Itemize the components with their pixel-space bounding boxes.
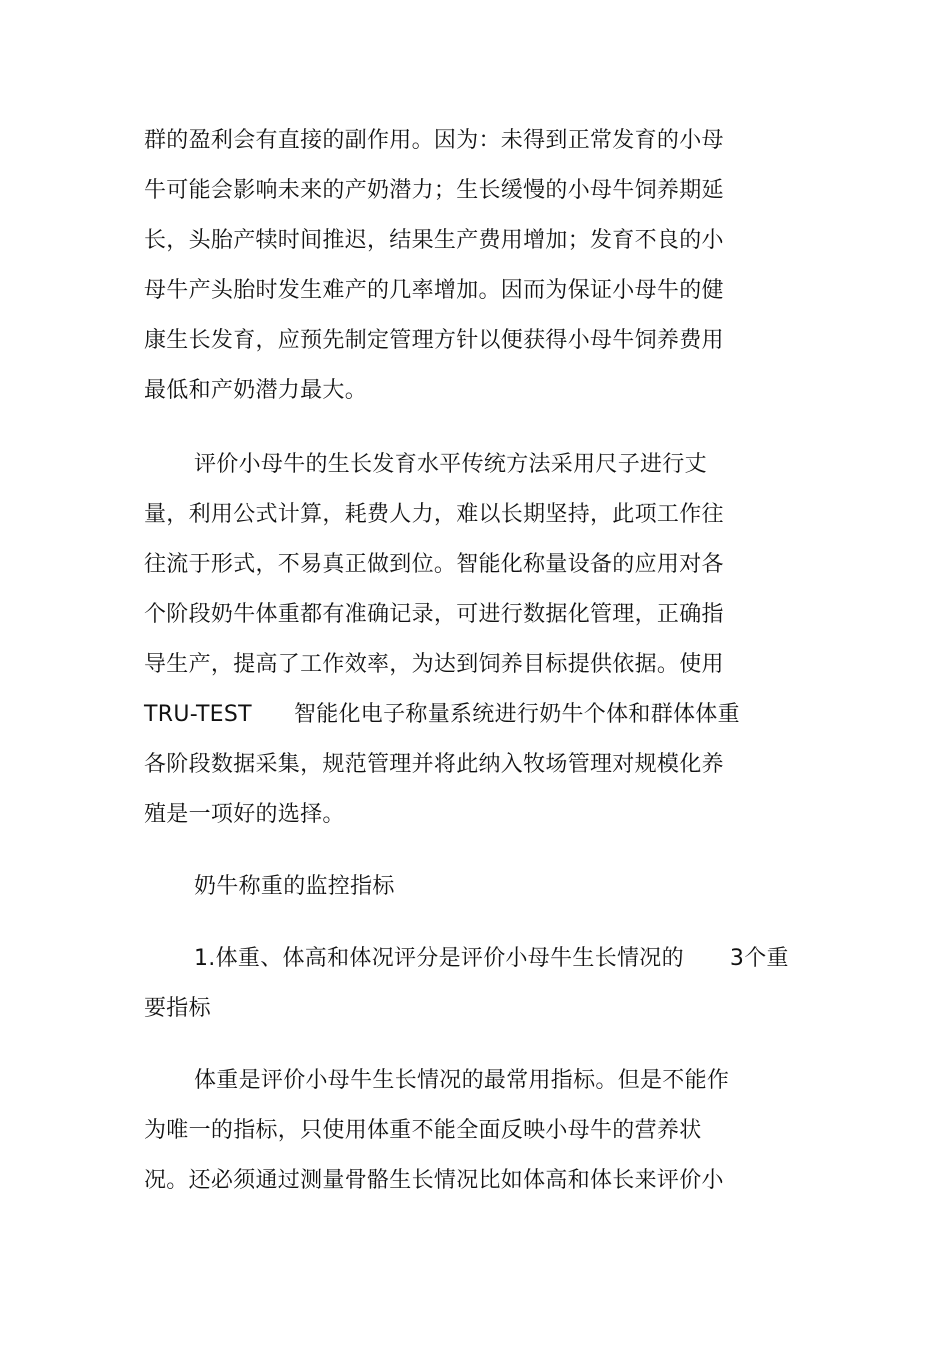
item1-line-2: 要指标 — [144, 996, 211, 1021]
item1-text: 1.体重、体高和体况评分是评价小母牛生长情况的 — [194, 946, 684, 971]
paragraph2-line-2: 量，利用公式计算，耗费人力，难以长期坚持，此项工作往 — [144, 502, 724, 527]
item1-line-1 — [194, 944, 789, 974]
paragraph3-line-2: 为唯一的指标，只使用体重不能全面反映小母牛的营养状 — [144, 1118, 702, 1143]
paragraph1-line-6: 最低和产奶潜力最大。 — [144, 378, 368, 403]
brand-line-text: 智能化电子称量系统进行奶牛个体和群体体重 — [293, 702, 740, 727]
paragraph1-line-5: 康生长发育，应预先制定管理方针以便获得小母牛饲养费用 — [144, 328, 724, 353]
paragraph3-line-1: 体重是评价小母牛生长情况的最常用指标。但是不能作 — [194, 1068, 730, 1093]
brand-name: TRU-TEST — [144, 702, 252, 727]
paragraph2-line-8: 殖是一项好的选择。 — [144, 802, 345, 827]
item1-count: 3个重 — [729, 946, 789, 971]
paragraph3-line-3: 况。还必须通过测量骨骼生长情况比如体高和体长来评价小 — [144, 1168, 724, 1193]
paragraph2-line-1: 评价小母牛的生长发育水平传统方法采用尺子进行丈 — [194, 452, 707, 477]
paragraph2-line-7: 各阶段数据采集，规范管理并将此纳入牧场管理对规模化养 — [144, 752, 724, 777]
paragraph2-line-3: 往流于形式，不易真正做到位。智能化称量设备的应用对各 — [144, 552, 724, 577]
paragraph2-line-6 — [144, 700, 740, 730]
paragraph1-line-3: 长，头胎产犊时间推迟，结果生产费用增加；发育不良的小 — [144, 228, 724, 253]
section-heading: 奶牛称重的监控指标 — [194, 874, 395, 899]
paragraph1-line-1: 群的盈利会有直接的副作用。因为：未得到正常发育的小母 — [144, 128, 724, 153]
paragraph1-line-2: 牛可能会影响未来的产奶潜力；生长缓慢的小母牛饲养期延 — [144, 178, 724, 203]
paragraph2-line-5: 导生产，提高了工作效率，为达到饲养目标提供依据。使用 — [144, 652, 724, 677]
paragraph2-line-4: 个阶段奶牛体重都有准确记录，可进行数据化管理，正确指 — [144, 602, 724, 627]
paragraph1-line-4: 母牛产头胎时发生难产的几率增加。因而为保证小母牛的健 — [144, 278, 724, 303]
